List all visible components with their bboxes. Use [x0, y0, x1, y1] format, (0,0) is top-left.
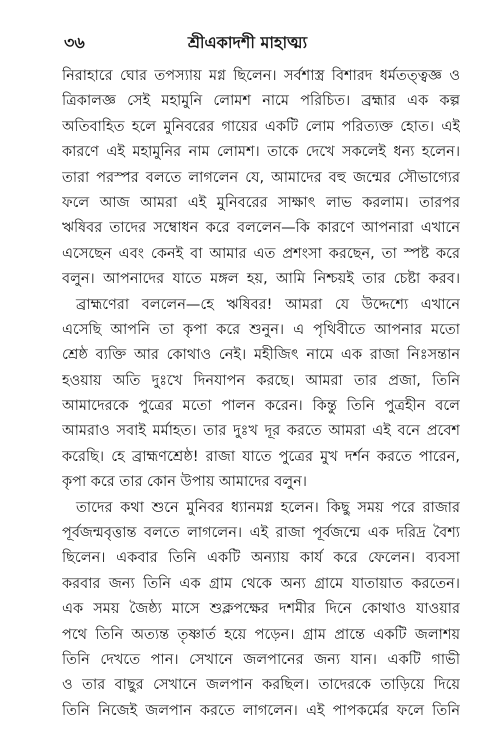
text-line: ছিলেন। একবার তিনি একটি অন্যায় কার্য করে ফেলেন। ব্যবসা — [62, 550, 460, 567]
text-line: ও তার বাছুর সেখানে জলপান করছিল। তাদেরকে তাড়িয়ে দিয়ে — [62, 677, 460, 694]
body-text — [62, 64, 460, 724]
text-line: ব্রাহ্মণেরা বললেন—হে ঋষিবর! আমরা যে উদ্দেশ্যে এখানে — [76, 296, 460, 313]
text-line: তিনি নিজেই জলপান করতে লাগলেন। এই পাপকর্মের ফলে তিনি — [62, 702, 460, 719]
text-line: তিনি দেখতে পান। সেখানে জলপানের জন্য যান। একটি গাভী — [62, 651, 460, 668]
text-line: শ্রেষ্ঠ ব্যক্তি আর কোথাও নেই। মহীজিৎ নামে এক রাজা নিঃসন্তান — [62, 347, 460, 364]
page-number: ৩৬ — [64, 33, 85, 52]
text-line: পূর্বজন্মবৃত্তান্ত বলতে লাগলেন। এই রাজা পূর্বজন্মে এক দরিদ্র বৈশ্য — [62, 525, 460, 542]
text-line: ত্রিকালজ্ঞ সেই মহামুনি লোমশ নামে পরিচিত। ব্রহ্মার এক কল্প — [62, 93, 460, 110]
text-line: অতিবাহিত হলে মুনিবরের গায়ের একটি লোম পরিত্যক্ত হোত। এই — [62, 118, 460, 135]
text-line: নিরাহারে ঘোর তপস্যায় মগ্ন ছিলেন। সর্বশাস্ত্র বিশারদ ধর্মতত্ত্বজ্ঞ ও — [62, 68, 460, 84]
text-line: এসেছেন এবং কেনই বা আমার এত প্রশংসা করছেন, তা স্পষ্ট করে — [62, 245, 460, 262]
text-line: ফলে আজ আমরা এই মুনিবরের সাক্ষাৎ লাভ করলাম। তারপর — [62, 194, 460, 211]
text-line: বলুন। আপনাদের যাতে মঙ্গল হয়, আমি নিশ্চয়ই তার চেষ্টা করব। — [62, 271, 460, 288]
page-header — [0, 30, 495, 54]
text-line: করেছি। হে ব্রাহ্মণশ্রেষ্ঠ! রাজা যাতে পুত্রের মুখ দর্শন করতে পারেন, — [62, 448, 460, 465]
text-line: কৃপা করে তার কোন উপায় আমাদের বলুন। — [62, 474, 307, 491]
text-line: কারণে এই মহামুনির নাম লোমশ। তাকে দেখে সকলেই ধন্য হলেন। — [62, 144, 460, 161]
text-line: এক সময় জৈষ্ঠ্য মাসে শুক্লপক্ষের দশমীর দিনে কোথাও যাওয়ার — [62, 601, 460, 618]
text-line: ঋষিবর তাদের সম্বোধন করে বললেন—কি কারণে আপনারা এখানে — [62, 220, 460, 237]
text-line: আমরাও সবাই মর্মাহত। তার দুঃখ দূর করতে আমরা এই বনে প্রবেশ — [62, 423, 460, 440]
running-title: শ্রীএকাদশী মাহাত্ম্য — [187, 33, 308, 52]
text-line: হওয়ায় অতি দুঃখে দিনযাপন করছে। আমরা তার প্রজা, তিনি — [62, 372, 460, 389]
text-line: আমাদেরকে পুত্রের মতো পালন করেন। কিন্তু তিনি পুত্রহীন বলে — [62, 398, 460, 415]
text-line: তারা পরস্পর বলতে লাগলেন যে, আমাদের বহু জন্মের সৌভাগ্যের — [62, 169, 460, 186]
text-line: তাদের কথা শুনে মুনিবর ধ্যানমগ্ন হলেন। কিছু সময় পরে রাজার — [76, 499, 460, 516]
text-line: এসেছি আপনি তা কৃপা করে শুনুন। এ পৃথিবীতে আপনার মতো — [62, 321, 460, 338]
text-line: পথে তিনি অত্যন্ত তৃষ্ণার্ত হয়ে পড়েন। গ্রাম প্রান্তে একটি জলাশয় — [62, 626, 460, 643]
text-line: করবার জন্য তিনি এক গ্রাম থেকে অন্য গ্রামে যাতায়াত করতেন। — [62, 575, 460, 592]
